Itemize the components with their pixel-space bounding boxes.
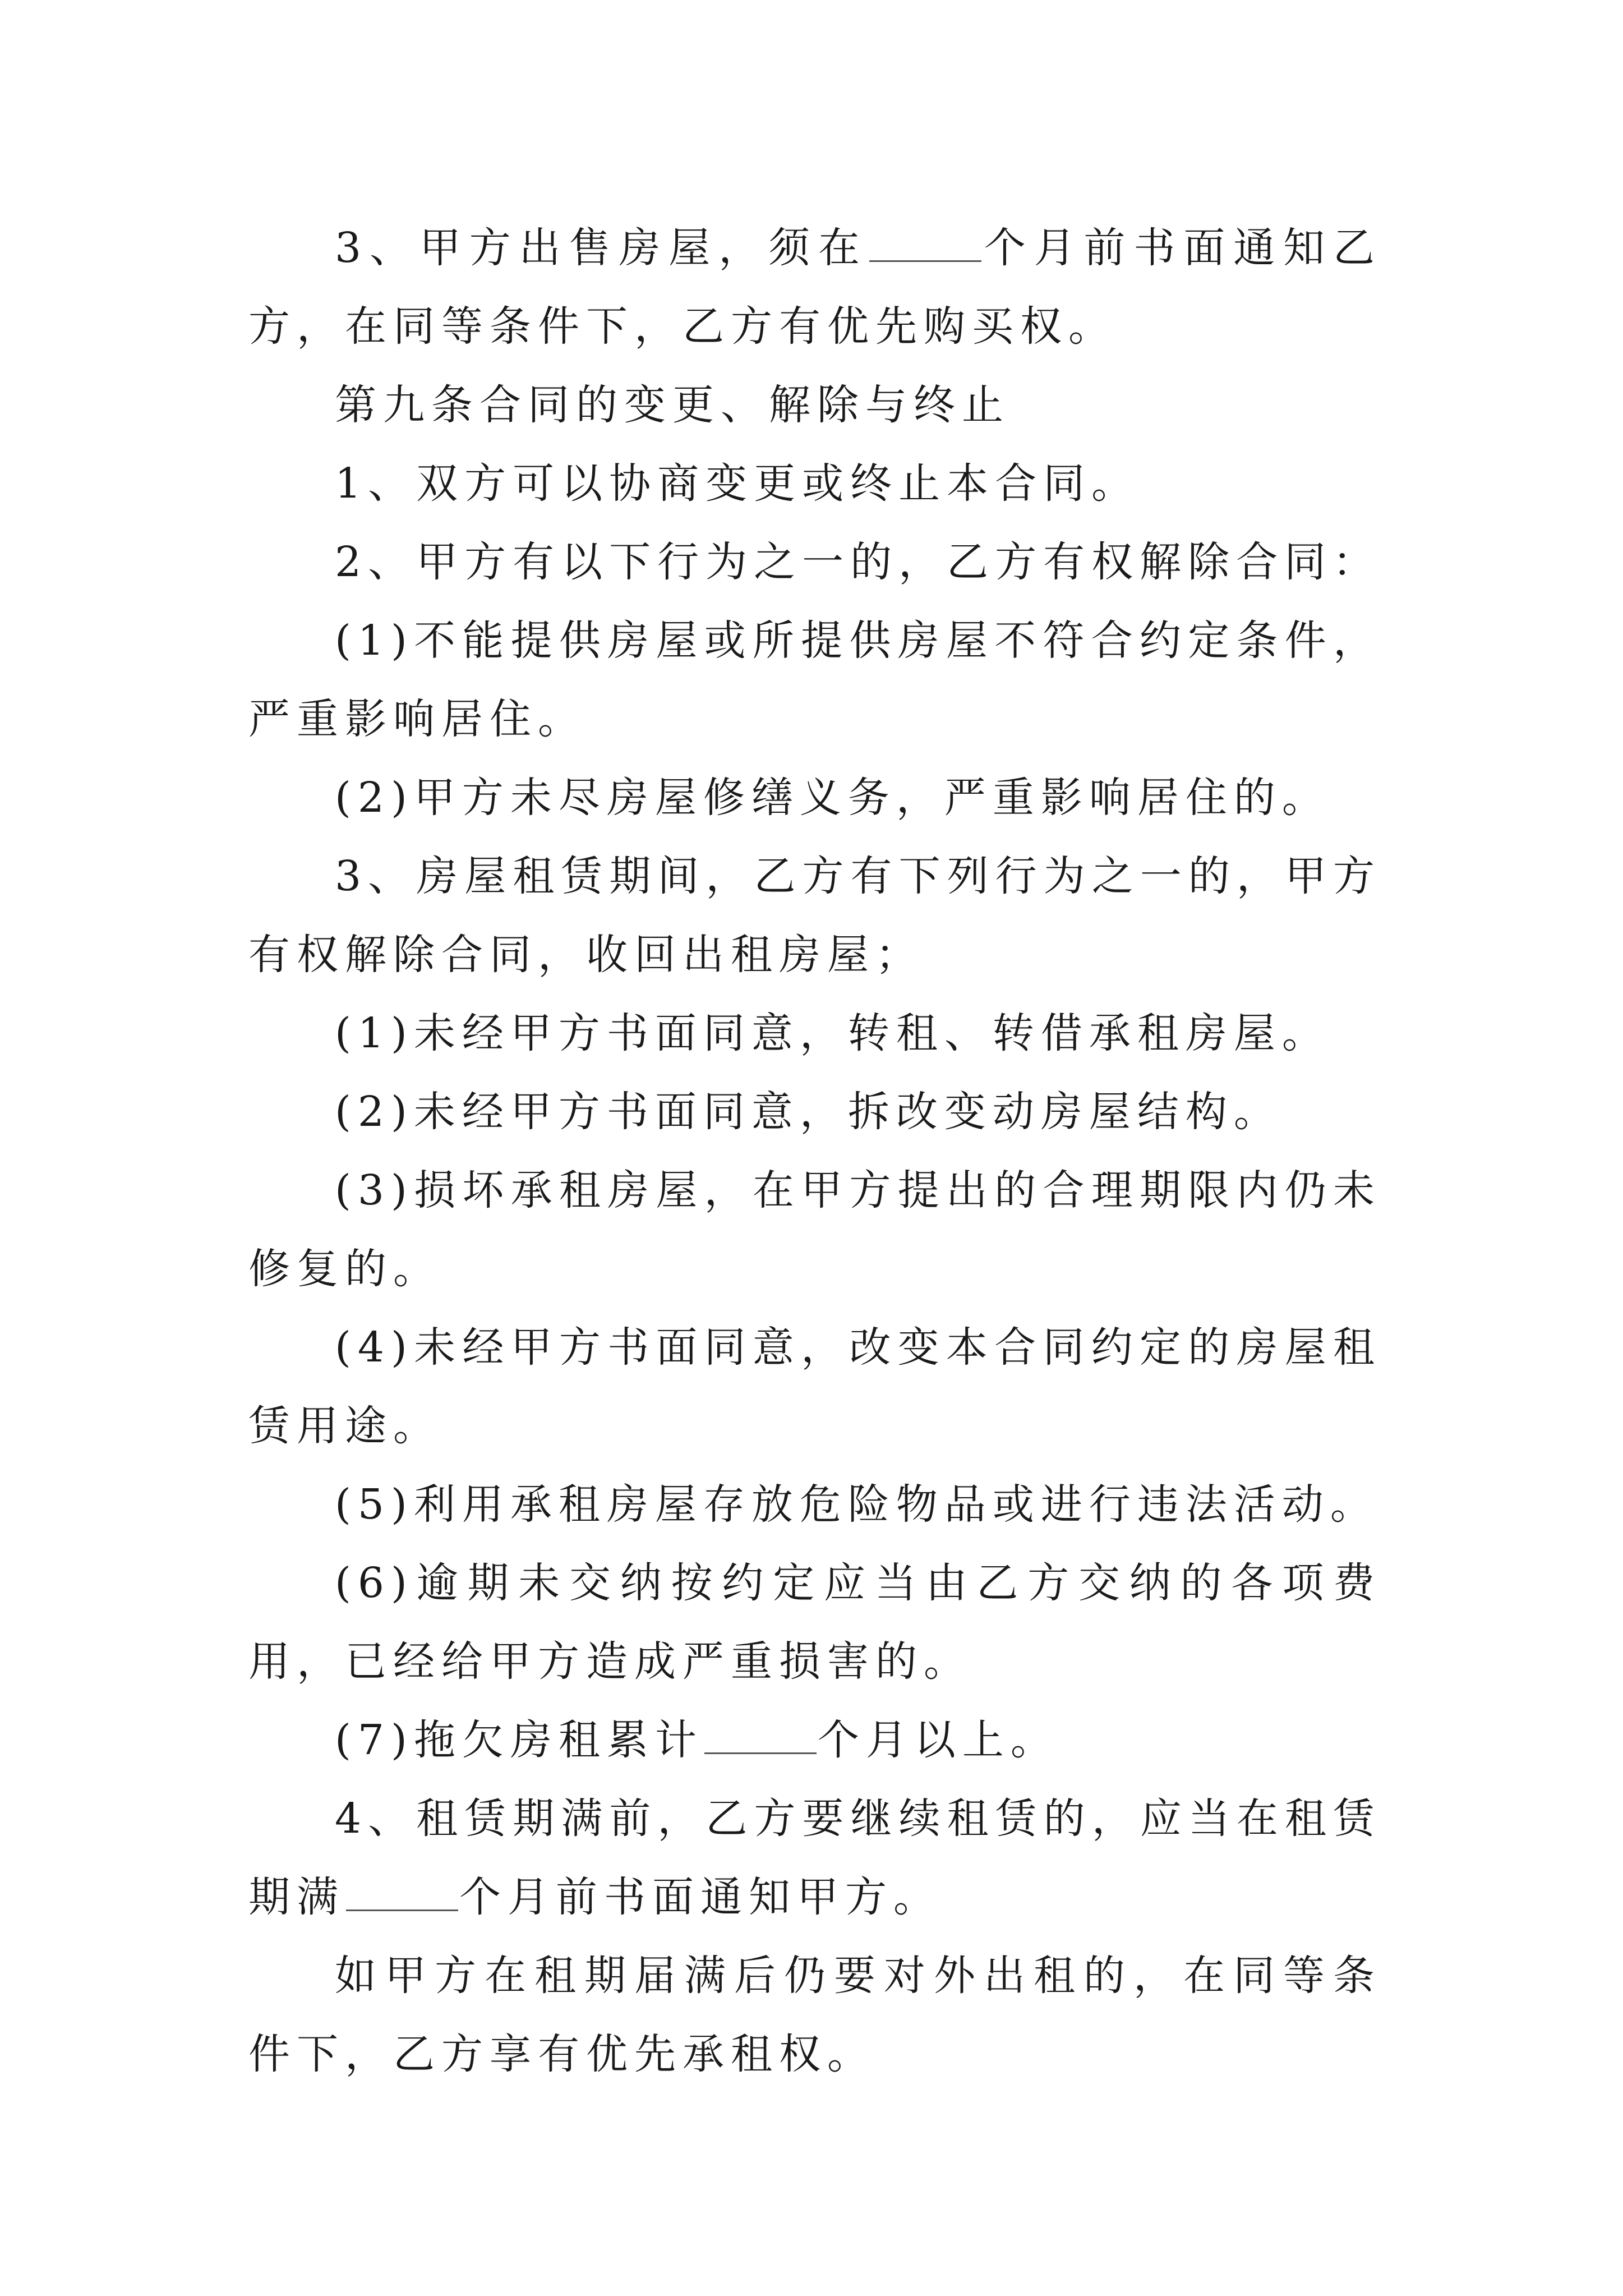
section-heading: 第九条合同的变更、解除与终止 bbox=[335, 381, 1010, 429]
clause-sale-notice bbox=[248, 209, 1381, 366]
clause-text: 个月以上。 bbox=[817, 1716, 1059, 1764]
clause-text: 个月前书面通知乙方，在同等条件下，乙方有优先购买权。 bbox=[248, 224, 1381, 351]
list-item: (2)未经甲方书面同意，拆改变动房屋结构。 bbox=[335, 1088, 1282, 1136]
clause-text: (7)拖欠房租累计 bbox=[335, 1716, 703, 1764]
clause-text: 4、租赁期满前，乙方要继续租赁的，应当在租赁期满 bbox=[248, 1795, 1381, 1921]
fill-blank[interactable] bbox=[704, 1715, 817, 1754]
fill-blank[interactable] bbox=[869, 223, 981, 262]
clause-text: 如甲方在租期届满后仍要对外出租的，在同等条件下，乙方享有优先承租权。 bbox=[248, 1952, 1381, 2078]
list-item: (4)未经甲方书面同意，改变本合同约定的房屋租赁用途。 bbox=[248, 1323, 1381, 1450]
list-item: (5)利用承租房屋存放危险物品或进行违法活动。 bbox=[335, 1480, 1378, 1529]
clause-text: 1、双方可以协商变更或终止本合同。 bbox=[335, 459, 1140, 508]
list-item: (6)逾期未交纳按约定应当由乙方交纳的各项费用，已经给甲方造成严重损害的。 bbox=[248, 1559, 1381, 1686]
list-item bbox=[248, 1701, 1381, 1779]
document-body bbox=[248, 209, 1381, 2093]
list-item: (3)损坏承租房屋，在甲方提出的合理期限内仍未修复的。 bbox=[248, 1166, 1381, 1293]
clause-renewal-notice bbox=[248, 1779, 1381, 1936]
clause-text: 3、甲方出售房屋，须在 bbox=[335, 224, 868, 272]
fill-blank[interactable] bbox=[346, 1872, 458, 1911]
clause-text: 3、房屋租赁期间，乙方有下列行为之一的，甲方有权解除合同，收回出租房屋； bbox=[248, 852, 1381, 979]
list-item: (1)不能提供房屋或所提供房屋不符合约定条件，严重影响居住。 bbox=[248, 616, 1381, 743]
clause-text: 个月前书面通知甲方。 bbox=[459, 1873, 942, 1921]
clause-text: 2、甲方有以下行为之一的，乙方有权解除合同： bbox=[335, 538, 1381, 586]
list-item: (1)未经甲方书面同意，转租、转借承租房屋。 bbox=[335, 1009, 1330, 1057]
list-item: (2)甲方未尽房屋修缮义务，严重影响居住的。 bbox=[335, 774, 1330, 822]
